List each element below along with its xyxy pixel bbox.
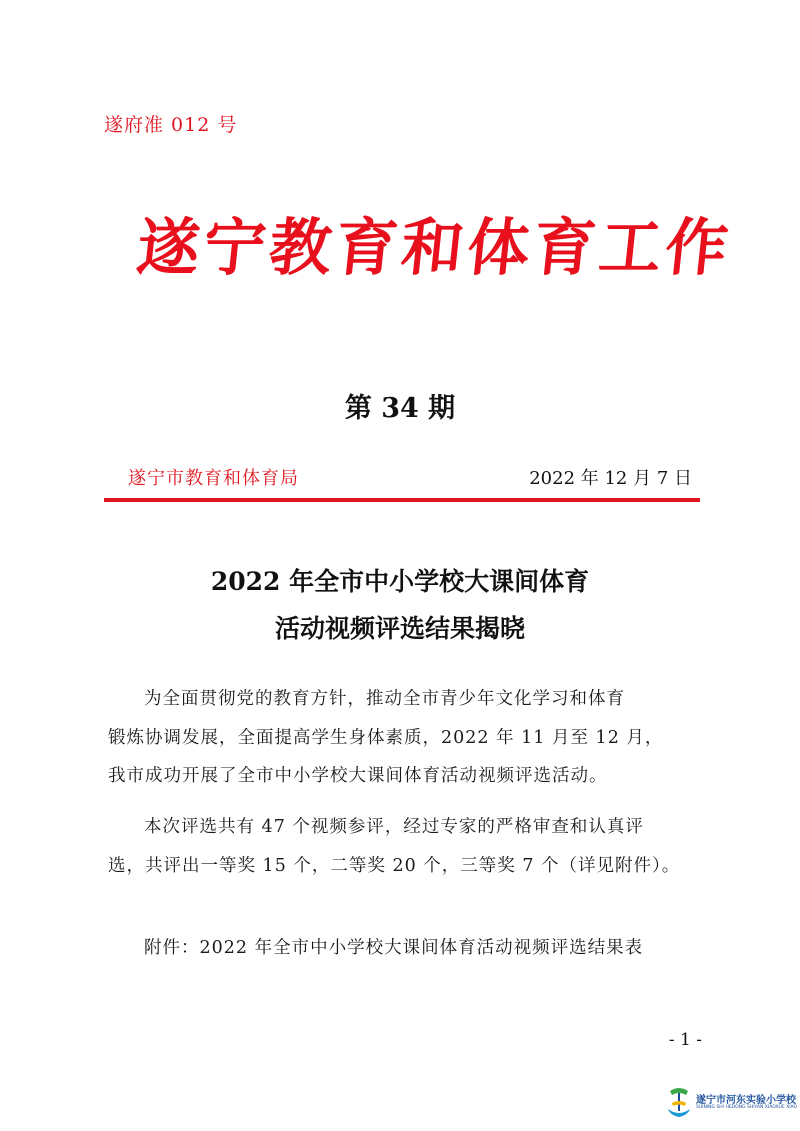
attachment-note: 附件：2022 年全市中小学校大课间体育活动视频评选结果表 <box>144 938 644 958</box>
paragraph-2-line: 选，共评出一等奖 15 个，二等奖 20 个，三等奖 7 个（详见附件）。 <box>108 855 681 876</box>
article-title-line-1: 2022 年全市中小学校大课间体育 <box>210 567 590 596</box>
school-emblem-icon <box>664 1085 694 1119</box>
paragraph-2 <box>108 808 700 885</box>
header-divider <box>104 498 700 502</box>
school-logo-name: 遂宁市河东实验小学校 <box>696 1095 796 1106</box>
paragraph-1-line: 我市成功开展了全市中小学校大课间体育活动视频评选活动。 <box>108 766 608 786</box>
school-logo-subtext: SUINING SHI HEDONG SHIYAN XIAOXUE XIAO <box>696 1105 798 1110</box>
paragraph-1-line: 锻炼协调发展，全面提高学生身体素质，2022 年 11 月至 12 月， <box>108 727 664 748</box>
article-title-line-2: 活动视频评选结果揭晓 <box>274 614 525 643</box>
issue-number: 第 34 期 <box>344 393 456 424</box>
paragraph-2-line: 本次评选共有 47 个视频参评，经过专家的严格审查和认真评 <box>144 817 644 837</box>
paragraph-1 <box>108 680 700 796</box>
document-number: 遂府准 012 号 <box>104 114 238 136</box>
issue-date: 2022 年 12 月 7 日 <box>529 468 692 489</box>
paragraph-1-line: 为全面贯彻党的教育方针，推动全市青少年文化学习和体育 <box>144 689 625 709</box>
school-logo <box>664 1085 800 1121</box>
issuing-authority: 遂宁市教育和体育局 <box>128 468 299 489</box>
masthead-title: 遂宁教育和体育工作 <box>133 211 736 284</box>
page-number: - 1 - <box>668 1030 702 1050</box>
